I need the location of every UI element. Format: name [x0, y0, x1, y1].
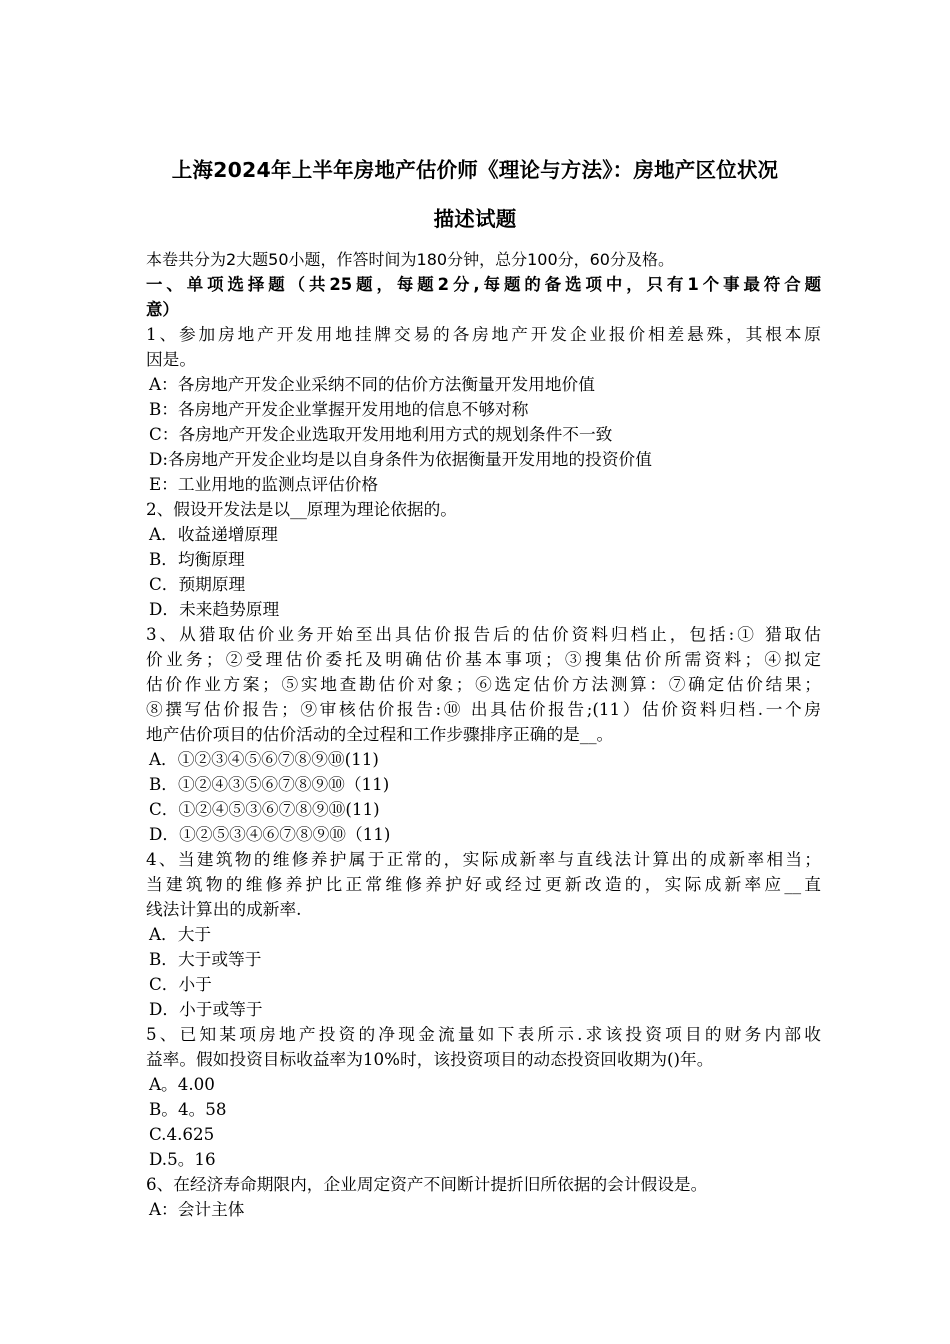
option-d: D．小于或等于	[149, 999, 263, 1019]
question-stem-line: 1、参加房地产开发用地挂牌交易的各房地产开发企业报价相差悬殊，其根本原	[146, 324, 821, 344]
option-b: B．①②④③⑤⑥⑦⑧⑨⑩（11)	[149, 774, 390, 794]
option-c: C．预期原理	[149, 574, 246, 594]
question-2	[146, 497, 821, 622]
option-d: D．①②⑤③④⑥⑦⑧⑨⑩（11)	[149, 824, 391, 844]
option-a: A。4.00	[149, 1074, 215, 1094]
document-body	[146, 247, 821, 1222]
section-heading-line-2: 意）	[146, 300, 179, 319]
option-c: C．①②④⑤③⑥⑦⑧⑨⑩(11)	[149, 799, 380, 819]
question-stem-line: 4、当建筑物的维修养护属于正常的，实际成新率与直线法计算出的成新率相当；	[146, 849, 821, 869]
question-stem-line: 地产估价项目的估价活动的全过程和工作步骤排序正确的是__。	[146, 724, 614, 744]
option-e: E：工业用地的监测点评估价格	[149, 474, 379, 494]
question-stem-line: 估价作业方案；⑤实地查勘估价对象；⑥选定估价方法测算：⑦确定估价结果；	[146, 674, 821, 694]
option-b: B。4。58	[149, 1099, 227, 1119]
option-c: C.4.625	[149, 1124, 215, 1144]
question-stem-line: 线法计算出的成新率.	[146, 899, 302, 919]
option-a: A：会计主体	[149, 1199, 245, 1219]
question-stem-line: 价业务；②受理估价委托及明确估价基本事项；③搜集估价所需资料；④拟定	[146, 649, 821, 669]
option-a: A．收益递增原理	[149, 524, 278, 544]
option-b: B．大于或等于	[149, 949, 262, 969]
option-d: D．未来趋势原理	[149, 599, 280, 619]
question-5	[146, 1022, 821, 1172]
question-stem-line: 3、从猎取估价业务开始至出具估价报告后的估价资料归档止，包括:① 猎取估	[146, 624, 821, 644]
question-stem-line: 因是。	[146, 349, 197, 369]
question-stem-line: 6、在经济寿命期限内，企业周定资产不间断计提折旧所依据的会计假设是。	[146, 1174, 708, 1194]
question-3	[146, 622, 821, 847]
section-heading-line-1: 一、单项选择题（共25题，每题2分,每题的备选项中，只有1个事最符合题	[146, 275, 821, 294]
option-a: A．①②③④⑤⑥⑦⑧⑨⑩(11)	[149, 749, 379, 769]
exam-intro: 本卷共分为2大题50小题，作答时间为180分钟，总分100分，60分及格。	[146, 250, 674, 269]
option-a: A．大于	[149, 924, 212, 944]
document-title-line-1: 上海2024年上半年房地产估价师《理论与方法》：房地产区位状况	[171, 158, 779, 182]
question-6	[146, 1172, 821, 1222]
question-1	[146, 322, 821, 497]
option-d: D.5。16	[149, 1149, 216, 1169]
document-title-line-2: 描述试题	[433, 207, 517, 231]
option-a: A：各房地产开发企业采纳不同的估价方法衡量开发用地价值	[149, 374, 595, 394]
option-c: C：各房地产开发企业选取开发用地利用方式的规划条件不一致	[149, 424, 613, 444]
question-stem-line: 益率。假如投资目标收益率为10%时，该投资项目的动态投资回收期为()年。	[146, 1049, 714, 1069]
question-stem-line: ⑧撰写估价报告；⑨审核估价报告:⑩ 出具估价报告;(11）估价资料归档.一个房	[146, 699, 821, 719]
question-stem-line: 当建筑物的维修养护比正常维修养护好或经过更新改造的，实际成新率应__直	[146, 874, 821, 894]
option-b: B．均衡原理	[149, 549, 245, 569]
question-stem-line: 2、假设开发法是以__原理为理论依据的。	[146, 499, 457, 519]
question-stem-line: 5、已知某项房地产投资的净现金流量如下表所示.求该投资项目的财务内部收	[146, 1024, 821, 1044]
option-b: B：各房地产开发企业掌握开发用地的信息不够对称	[149, 399, 529, 419]
option-c: C．小于	[149, 974, 212, 994]
option-d: D:各房地产开发企业均是以自身条件为依据衡量开发用地的投资价值	[149, 449, 652, 469]
question-4	[146, 847, 821, 1022]
